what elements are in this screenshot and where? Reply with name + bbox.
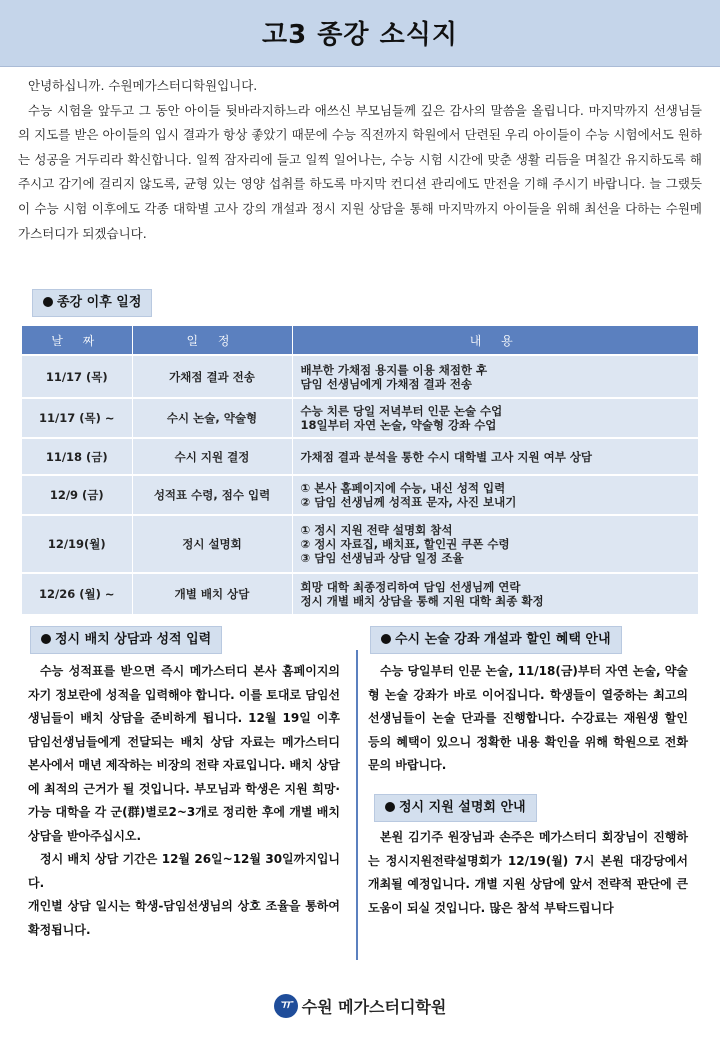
academy-logo-icon: ㅠ (274, 994, 298, 1018)
content-line: 수능 치른 당일 저녁부터 인문 논술 수업 (300, 404, 503, 418)
right-heading-2 (374, 794, 537, 822)
header-band (0, 0, 720, 67)
schedule-table (22, 326, 698, 614)
content-line: 정시 개별 배치 상담을 통해 지원 대학 최종 확정 (300, 594, 544, 608)
row-event: 개별 배치 상담 (132, 573, 292, 614)
intro-greeting: 안녕하십니까. 수원메가스터디학원입니다. (28, 78, 258, 93)
intro-section (18, 74, 702, 246)
left-paragraph-2: 정시 배치 상담 기간은 12월 26일~12월 30일까지입니다. (28, 852, 340, 890)
right-text-1 (368, 660, 688, 778)
table-row (22, 355, 698, 398)
content-line: ① 본사 홈페이지에 수능, 내신 성적 입력 (300, 481, 506, 495)
content-line: ② 담임 선생님께 성적표 문자, 사진 보내기 (300, 495, 517, 509)
right-text-2 (368, 826, 688, 920)
right-paragraph-1: 수능 당일부터 인문 논술, 11/18(금)부터 자연 논술, 약술형 논술 강좌가 바로 이어집니다. 학생들이 열중하는 최고의 선생님들이 논술 단과를 진행합니다. 수강료는 재원생 할인 등의 혜택이 있으니 정확한 내용 확인을 위해 학원으로 전화 문의 바랍니다. (368, 664, 688, 772)
bullet-dot-icon (41, 634, 51, 644)
row-content (292, 475, 698, 515)
row-content (292, 515, 698, 573)
content-line: 18일부터 자연 논술, 약술형 강좌 수업 (300, 418, 497, 432)
bullet-dot-icon (385, 802, 395, 812)
content-line: 담임 선생님에게 가채점 결과 전송 (300, 376, 473, 391)
content-line: 가채점 결과 분석을 통한 수시 대학별 고사 지원 여부 상담 (300, 449, 593, 464)
content-line: ① 정시 지원 전략 설명회 참석 (300, 523, 453, 537)
table-row (22, 398, 698, 438)
row-date: 11/17 (목) ~ (22, 398, 132, 438)
row-date: 11/17 (목) (22, 355, 132, 398)
row-event: 성적표 수령, 점수 입력 (132, 475, 292, 515)
left-heading (30, 626, 222, 654)
table-row (22, 515, 698, 573)
intro-body: 수능 시험을 앞두고 그 동안 아이들 뒷바라지하느라 애쓰신 부모님들께 깊은 감사의 말씀을 올립니다. 마지막까지 선생님들의 지도를 받은 아이들의 입시 결과가 항상 좋았기 때문에 수능 직전까지 학원에서 단련된 우리 아이들이 수능 시험에서도 원하는 성공을 거두리라 확신합니다. 일찍 잠자리에 들고 일찍 일어나는, 수능 시험 시간에 맞춘 생활 리듬을 며칠간 유지하도록 해 주시고 감기에 걸리지 않도록, 균형 있는 영양 섭취를 하도록 마지막 컨디션 관리에도 만전을 기해 주시기 바랍니다. 늘 그랬듯이 수능 시험 이후에도 각종 대학별 고사 강의 개설과 정시 지원 상담을 통해 마지막까지 아이들을 위해 최선을 다하는 수원메가스터디가 되겠습니다. (18, 102, 702, 241)
right-heading-2-label: 정시 지원 설명회 안내 (399, 800, 526, 815)
table-row (22, 573, 698, 614)
schedule-header-row (22, 326, 698, 355)
left-paragraph-3: 개인별 상담 일시는 학생-담임선생님의 상호 조율을 통하여 확정됩니다. (28, 899, 340, 937)
column-divider (356, 650, 358, 960)
row-content (292, 398, 698, 438)
row-content (292, 355, 698, 398)
content-line: 희망 대학 최종정리하여 담임 선생님께 연락 (300, 580, 521, 594)
content-line: ③ 담임 선생님과 상담 일정 조율 (300, 551, 464, 565)
table-row (22, 475, 698, 515)
row-date: 12/9 (금) (22, 475, 132, 515)
left-paragraph-1: 수능 성적표를 받으면 즉시 메가스터디 본사 홈페이지의 자기 정보란에 성적을 입력해야 합니다. 이를 토대로 담임선생님들이 배치 상담을 준비하게 됩니다. 12월 19일 이후 담임선생님들에게 전달되는 배치 상담 자료는 메가스터디 본사에서 매년 제작하는 비장의 전략 자료입니다. 배치 상담에 최적의 근거가 될 것입니다. 부모님과 학생은 지원 희망·가능 대학을 각 군(群)별로2~3개로 정리한 후에 개별 배치 상담을 받아주십시오. (28, 664, 341, 843)
schedule-heading (32, 289, 152, 317)
header-content: 내 용 (292, 326, 698, 355)
bullet-dot-icon (381, 634, 391, 644)
content-line: 배부한 가채점 용지를 이용 채점한 후 (300, 362, 488, 377)
row-date: 11/18 (금) (22, 438, 132, 475)
footer (0, 994, 720, 1018)
right-heading-1-label: 수시 논술 강좌 개설과 할인 혜택 안내 (395, 632, 611, 647)
header-event: 일 정 (132, 326, 292, 355)
row-event: 수시 논술, 약술형 (132, 398, 292, 438)
left-column-text (28, 660, 340, 942)
row-date: 12/19(월) (22, 515, 132, 573)
row-event: 수시 지원 결정 (132, 438, 292, 475)
bullet-dot-icon (43, 297, 53, 307)
right-heading-1 (370, 626, 622, 654)
page-title: 고3 종강 소식지 (262, 20, 458, 50)
left-heading-label: 정시 배치 상담과 성적 입력 (55, 632, 212, 647)
row-event: 가채점 결과 전송 (132, 355, 292, 398)
schedule-heading-label: 종강 이후 일정 (57, 295, 142, 310)
row-date: 12/26 (월) ~ (22, 573, 132, 614)
table-row (22, 438, 698, 475)
content-line: ② 정시 자료집, 배치표, 할인권 쿠폰 수령 (300, 537, 510, 551)
header-date: 날 짜 (22, 326, 132, 355)
row-content (292, 438, 698, 475)
row-content (292, 573, 698, 614)
academy-name: 수원 메가스터디학원 (301, 997, 447, 1017)
right-paragraph-2: 본원 김기주 원장님과 손주은 메가스터디 회장님이 진행하는 정시지원전략설명회가 12/19(월) 7시 본원 대강당에서 개최될 예정입니다. 개별 지원 상담에 앞서 전략적 판단에 큰 도움이 되실 것입니다. 많은 참석 부탁드립니다 (368, 830, 688, 915)
row-event: 정시 설명회 (132, 515, 292, 573)
